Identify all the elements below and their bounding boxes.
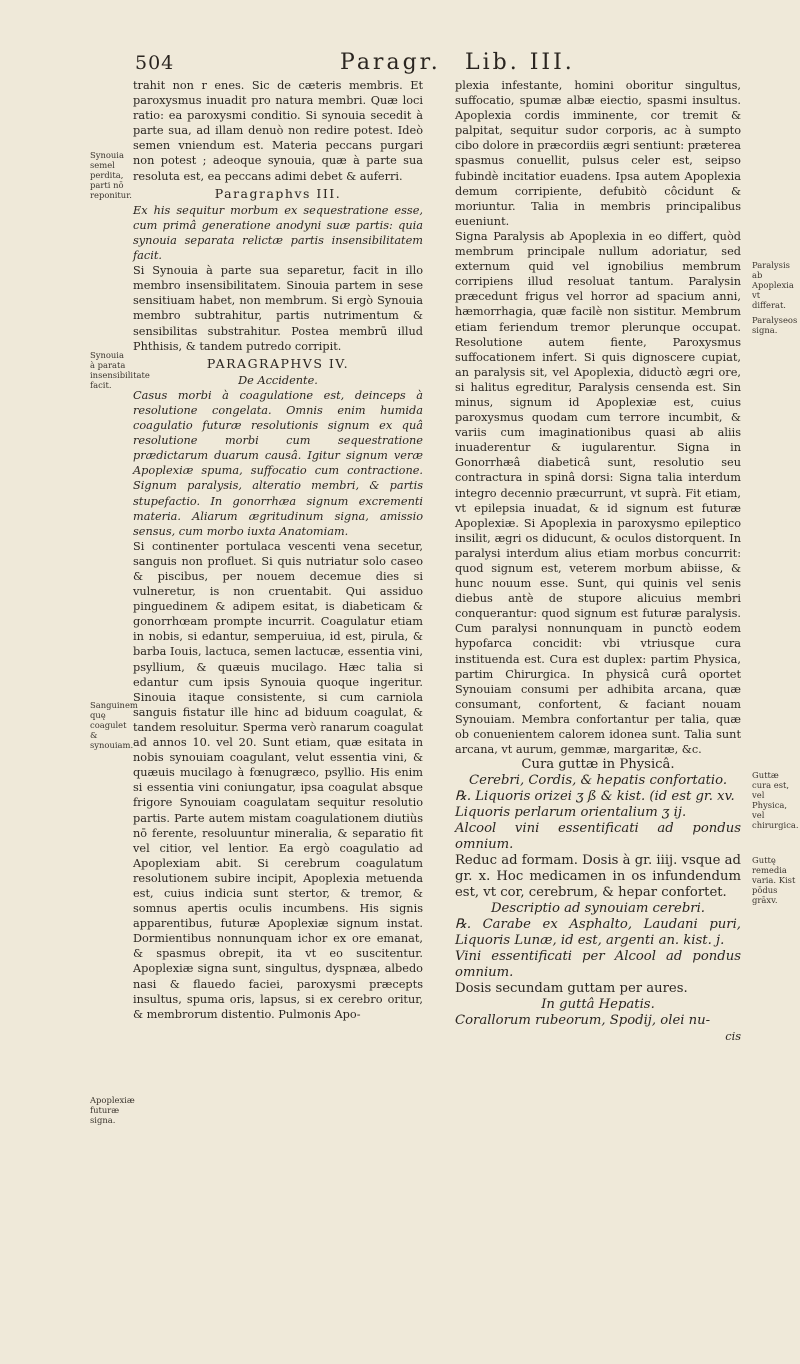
margin-note: Guttę remedia varia. Kist pōdus grāxv. — [752, 855, 796, 905]
formula-line: Reduc ad formam. Dosis à gr. iiij. vsque ad gr. x. Hoc medicamen in os infundendum est, vt cor, cerebrum, & hepar confortet. — [455, 853, 741, 901]
formula-line: ℞. Liquoris orizei ʒ ß & kist. (id est gr. xv. — [455, 789, 735, 805]
margin-note: Paralyseos signa. — [752, 315, 798, 335]
formula-line: Vini essentificati per Alcool ad pondus omnium. — [455, 949, 741, 981]
right-column — [455, 78, 741, 1044]
paragraph: Si continenter portulaca vescenti vena secetur, sanguis non profluet. Si quis nutriatur solo caseo & piscibus, per nouem decemue dies si vulneretur, is non cruentabit. Qui assiduo pinguedinem & adipem esitat, is diabeticam & gonorrhœam prompte incurrit. Coagulatur etiam in nobis, si edantur, semperuiua, id est, pirula, & barba Iouis, lactuca, semen lactucæ, essentia vini, psyllium, & quæuis mucilago. Hæc talia si edantur cum ipsis Synouia quoque ingeritur. Sinouia itaque consistente, si cum carniola sanguis fistatur ille hinc ad biduum coagulat, & tandem resoluitur. Sperma verò ranarum coagulat ad annos 10. vel 20. Sunt etiam, quæ esitata in nobis synouiam coagulant, velut essentia vini, & quæuis mucilago à fœnugræco, psyllio. His enim si essentia vini coniungatur, ipsa coagulat absque frigore Synouiam coagulatam sequitur resolutio partis. Parte autem mistam coagulationem diutiùs nō ferente, resoluuntur mineralia, & separatio fit vel citior, vel lentior. Ea ergò coagulatio ad Apoplexiam abit. Si cerebrum coagulatum resolutionem subire incipit, Apoplexia metuenda est, cuius indicia sunt stertor, & tremor, & somnus apertis oculis incumbens. His signis apparentibus, futuræ Apoplexiæ signum instat. Dormientibus nonnunquam ichor ex ore emanat, & spasmus obrepit, ita vt eo suscitentur. Apoplexiæ signa sunt, singultus, dyspnæa, albedo nasi & flauedo faciei, paroxysmi præcepts insultus, spuma oris, lapsus, si ex cerebro oritur, & membrorum distentio. Pulmonis Apo- — [133, 539, 423, 1021]
left-column — [133, 78, 423, 1022]
section-heading: Paragraphvs III. — [214, 185, 342, 201]
formula-line: Dosis secundam guttam per aures. — [455, 981, 688, 997]
catchword: cis — [725, 1030, 741, 1044]
book-number: Lib. III. — [465, 50, 575, 75]
formula-line: Corallorum rubeorum, Spodij, olei nu- — [455, 1013, 711, 1029]
paragraph: trahit non r enes. Sic de cæteris membris. Et paroxysmus inuadit pro natura membri. Quæ loci ratio: ea paroxysmi conditio. Si synouia secedit à parte sua, ad illam denuò non redire potest. Ideò semen vniendum est. Materia peccans purgari non potest ; adeoque synouia, quæ à parte sua resoluta est, ea peccans adimi debet & auferri. — [133, 79, 423, 183]
formula-title: In guttâ Hepatis. — [541, 997, 655, 1013]
paragraph: Si Synouia à parte sua separetur, facit in illo membro insensibilitatem. Sinouia partem in sese sensitiuam habet, non membrum. Si ergò Synouia membro subtrahitur, partis nutrimentum & sensibilitas substrahitur. Postea membrū illud Phthisis, & tandem putredo corripit. — [133, 264, 423, 353]
section-summary: Casus morbi à coagulatione est, deinceps à resolutione congelata. Omnis enim humida coagulatio futuræ resolutionis signum ex quâ resolutione morbi cum sequestratione prædictarum duarum causâ. Igitur signum veræ Apoplexiæ spuma, suffocatio cum contractione. Signum paralysis, alteratio membri, & partis stupefactio. In gonorrhæa signum excrementi materia. Aliarum ægritudinum signa, amissio sensus, cum morbo iuxta Anatomiam. — [133, 388, 423, 538]
margin-note: Synouia à parata insensibilitate facit. — [90, 350, 150, 390]
margin-note: Paralysis ab Apoplexia vt differat. — [752, 260, 794, 310]
paragraph: Signa Paralysis ab Apoplexia in eo differt, quòd membrum principale nullum adoriatur, sed externum quid vel ignobilius membrum corripiens illud resoluat tantum. Paralysin præcedunt frigus vel horror ad spacium anni, hæmorrhagia, quæ facilè non sistitur. Membrum etiam feriendum tremor plerunque occupat. Resolutione autem fiente, Paroxysmus suffocationem infert. Si quis dignoscere cupiat, an paralysis sit, vel Apoplexia, diductò ægri ore, si halitus egreditur, Paralysis censenda est. Sin minus, signum id Apoplexiæ est, cuius paroxysmus quodam cum terrore incumbit, & variis cum imaginationibus quasi ab aliis inuaderentur & iugularentur. Signa in Gonorrhæâ diabeticâ sunt, resolutio seu contractura in spinâ dorsi: Signa talia interdum integro decennio præcurrunt, vt suprà. Fit etiam, vt epilepsia inuadat, & id signum est futuræ Apoplexiæ. Si Apoplexia in paroxysmo epileptico insilit, ægri os diducunt, & oculos distorquent. In paralysi interdum alius etiam morbus concurrit: quod signum est, veterem morbum abiisse, & hunc nouum esse. Sunt, qui quinis vel senis diebus antè de stupore alicuius membri conquerantur: quod signum est futuræ paralysis. Cum paralysi nonnunquam in punctò eodem hypofarca concidit: vbi vtriusque cura instituenda est. Cura est duplex: partim Physica, partim Chirurgica. In physicâ curâ oportet Synouiam consumi per adhibita arcana, quæ consumant, confortent, & faciant nouam Synouiam. Membra confortantur per talia, quæ ob conuenientem calorem idonea sunt. Talia sunt arcana, vt aurum, gemmæ, margaritæ, &c. — [455, 229, 741, 757]
margin-note: Sanguinem quę coagulet & synouiam. — [90, 700, 138, 750]
page-header — [135, 52, 755, 78]
section-subheading: De Accidente. — [238, 373, 318, 387]
cura-heading: Cura guttæ in Physicâ. — [521, 757, 675, 773]
formula-title: Descriptio ad synouiam cerebri. — [490, 901, 705, 917]
paragraph: plexia infestante, homini oboritur singultus, suffocatio, spumæ albæ eiectio, spasmi insultus. Apoplexia cordis imminente, cor tremit & palpitat, sequitur sudor corporis, ac à sumpto cibo dolore in præcordiis ægri sentiunt: præterea spasmus conuellit, pulsus celer est, seipso fubindè incitatior euadens. Ipsa autem Apoplexia demum corripiente, defubitò côcidunt & moriuntur. Talia in membris principalibus eueniunt. — [455, 79, 741, 228]
section-summary: Ex his sequitur morbum ex sequestratione esse, cum primâ generatione anodyni suæ partis: quia synouia separata relictæ partis insensibilitatem facit. — [133, 203, 423, 263]
formula-line: Alcool vini essentificati ad pondus omnium. — [455, 821, 741, 853]
formula-title: Cerebri, Cordis, & hepatis confortatio. — [468, 773, 728, 789]
section-heading: PARAGRAPHVS IV. — [206, 355, 350, 371]
margin-note: Apoplexiæ futuræ signa. — [90, 1095, 135, 1125]
margin-note: Synouia semel perdita, parti nō reponitur. — [90, 150, 132, 200]
formula-line: Liquoris perlarum orientalium ʒ ij. — [455, 805, 687, 821]
running-title: Paragr. — [340, 50, 441, 75]
formula-line: ℞. Carabe ex Asphalto, Laudani puri, Liquoris Lunæ, id est, argenti an. kist. j. — [455, 917, 741, 949]
margin-note: Guttæ cura est, vel Physica, vel chirurgica. — [752, 770, 799, 830]
page-number: 504 — [135, 52, 175, 74]
